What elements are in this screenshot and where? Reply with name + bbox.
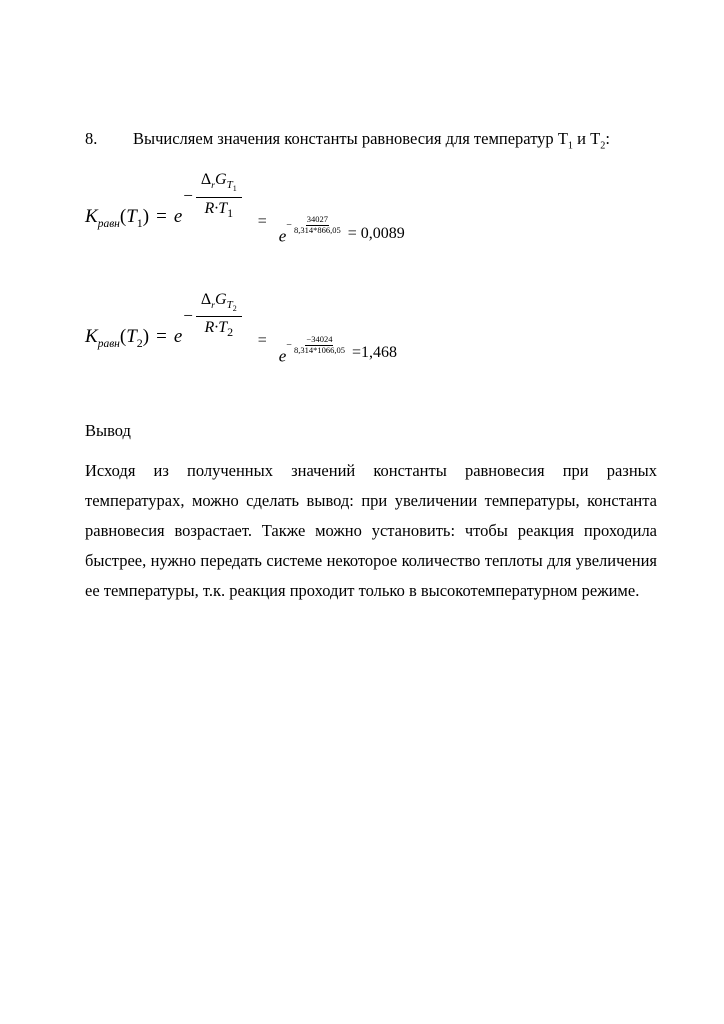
t2-symbol: Т bbox=[590, 129, 601, 148]
delta-symbol: Δ bbox=[200, 171, 212, 189]
t1-symbol: Т bbox=[557, 129, 568, 148]
delta-subscript: r bbox=[211, 300, 216, 312]
page-content bbox=[85, 128, 657, 606]
equation-lhs bbox=[85, 204, 182, 237]
minus-sign-2: − bbox=[286, 339, 292, 351]
fraction bbox=[196, 171, 242, 221]
equation-k-t1 bbox=[85, 171, 657, 257]
close-paren: ) bbox=[142, 325, 150, 347]
step-heading bbox=[85, 128, 657, 157]
numeric-fraction bbox=[294, 215, 341, 236]
equation-result bbox=[352, 344, 397, 362]
result-value: 1,468 bbox=[360, 344, 397, 362]
numeric-fraction bbox=[294, 335, 345, 356]
g-sub-t-index: 2 bbox=[232, 304, 237, 314]
equals-sign: = bbox=[156, 325, 167, 347]
g-sub-t: T bbox=[226, 179, 233, 192]
equals-sign-3: = bbox=[347, 224, 357, 242]
t-symbol: T bbox=[126, 325, 137, 347]
equals-sign-2: = bbox=[257, 332, 267, 350]
step-text-before: Вычисляем значения константы равновесия для температур bbox=[133, 129, 558, 148]
g-sub-t-index: 1 bbox=[232, 184, 237, 194]
g-symbol: G bbox=[215, 171, 227, 189]
equation-lhs bbox=[85, 324, 182, 357]
step-number: 8. bbox=[85, 129, 98, 148]
k-subscript: равн bbox=[97, 337, 120, 350]
fraction-denominator bbox=[204, 317, 233, 340]
minus-sign-2: − bbox=[286, 220, 292, 232]
k-symbol: K bbox=[85, 206, 98, 228]
t-symbol: T bbox=[126, 206, 137, 228]
colon: : bbox=[605, 129, 610, 148]
conclusion-paragraph: Исходя из полученных значений константы равновесия при разных температурах, можно сделать вывод: при увеличении температуры, константа равновесия возрастает. Также можно установить: чтобы реакция проходила быстрее, нужно передать системе некоторое количество теплоты для увеличения ее температуры, т.к. реакция проходит только в высокотемпературном режиме. bbox=[85, 461, 657, 601]
open-paren: ( bbox=[119, 206, 127, 228]
fraction-numerator bbox=[196, 291, 242, 317]
delta-subscript: r bbox=[211, 180, 216, 192]
k-symbol: K bbox=[85, 325, 98, 347]
minus-sign: − bbox=[183, 186, 193, 206]
numeric-exponent bbox=[286, 335, 345, 356]
open-paren: ( bbox=[119, 325, 127, 347]
euler-e-2: e bbox=[278, 226, 287, 246]
k-subscript: равн bbox=[97, 217, 120, 230]
t1-subscript: 1 bbox=[567, 140, 574, 152]
t-subscript: 1 bbox=[136, 215, 143, 230]
numeric-exponential bbox=[278, 334, 345, 366]
g-subscript bbox=[226, 299, 237, 314]
equation-result bbox=[348, 225, 405, 243]
euler-e-2: e bbox=[278, 346, 287, 366]
numeric-numerator: 34027 bbox=[306, 214, 328, 225]
rt-subscript: 2 bbox=[227, 325, 234, 340]
conclusion-heading: Вывод bbox=[85, 421, 131, 441]
rt-symbol: R·T bbox=[204, 199, 228, 217]
numeric-exponent bbox=[286, 215, 340, 236]
rt-subscript: 1 bbox=[227, 205, 234, 220]
exponent-fraction bbox=[183, 291, 241, 341]
exponent-fraction bbox=[183, 171, 241, 221]
fraction bbox=[196, 291, 242, 341]
equals-sign-3: = bbox=[351, 344, 361, 362]
numeric-numerator: −34024 bbox=[306, 334, 333, 344]
euler-e: e bbox=[173, 325, 183, 347]
g-symbol: G bbox=[215, 290, 227, 308]
equals-sign: = bbox=[156, 206, 167, 228]
euler-e: e bbox=[173, 206, 183, 228]
fraction-denominator bbox=[204, 198, 233, 221]
minus-sign: − bbox=[183, 305, 193, 325]
numeric-denominator: 8,314*1066,05 bbox=[293, 344, 345, 355]
equation-k-t2 bbox=[85, 291, 657, 377]
numeric-denominator: 8,314*866,05 bbox=[293, 225, 341, 236]
delta-symbol: Δ bbox=[200, 290, 212, 308]
step-heading-text bbox=[133, 129, 610, 152]
t-subscript: 2 bbox=[136, 335, 143, 350]
conjunction: и bbox=[573, 129, 591, 148]
result-value: 0,0089 bbox=[360, 224, 405, 242]
rt-symbol: R·T bbox=[204, 319, 228, 337]
equals-sign-2: = bbox=[257, 212, 267, 230]
numeric-exponential bbox=[278, 214, 341, 246]
t2-subscript: 2 bbox=[600, 140, 606, 152]
g-subscript bbox=[226, 179, 237, 194]
fraction-numerator bbox=[196, 171, 242, 197]
close-paren: ) bbox=[142, 206, 150, 228]
g-sub-t: T bbox=[226, 299, 233, 312]
